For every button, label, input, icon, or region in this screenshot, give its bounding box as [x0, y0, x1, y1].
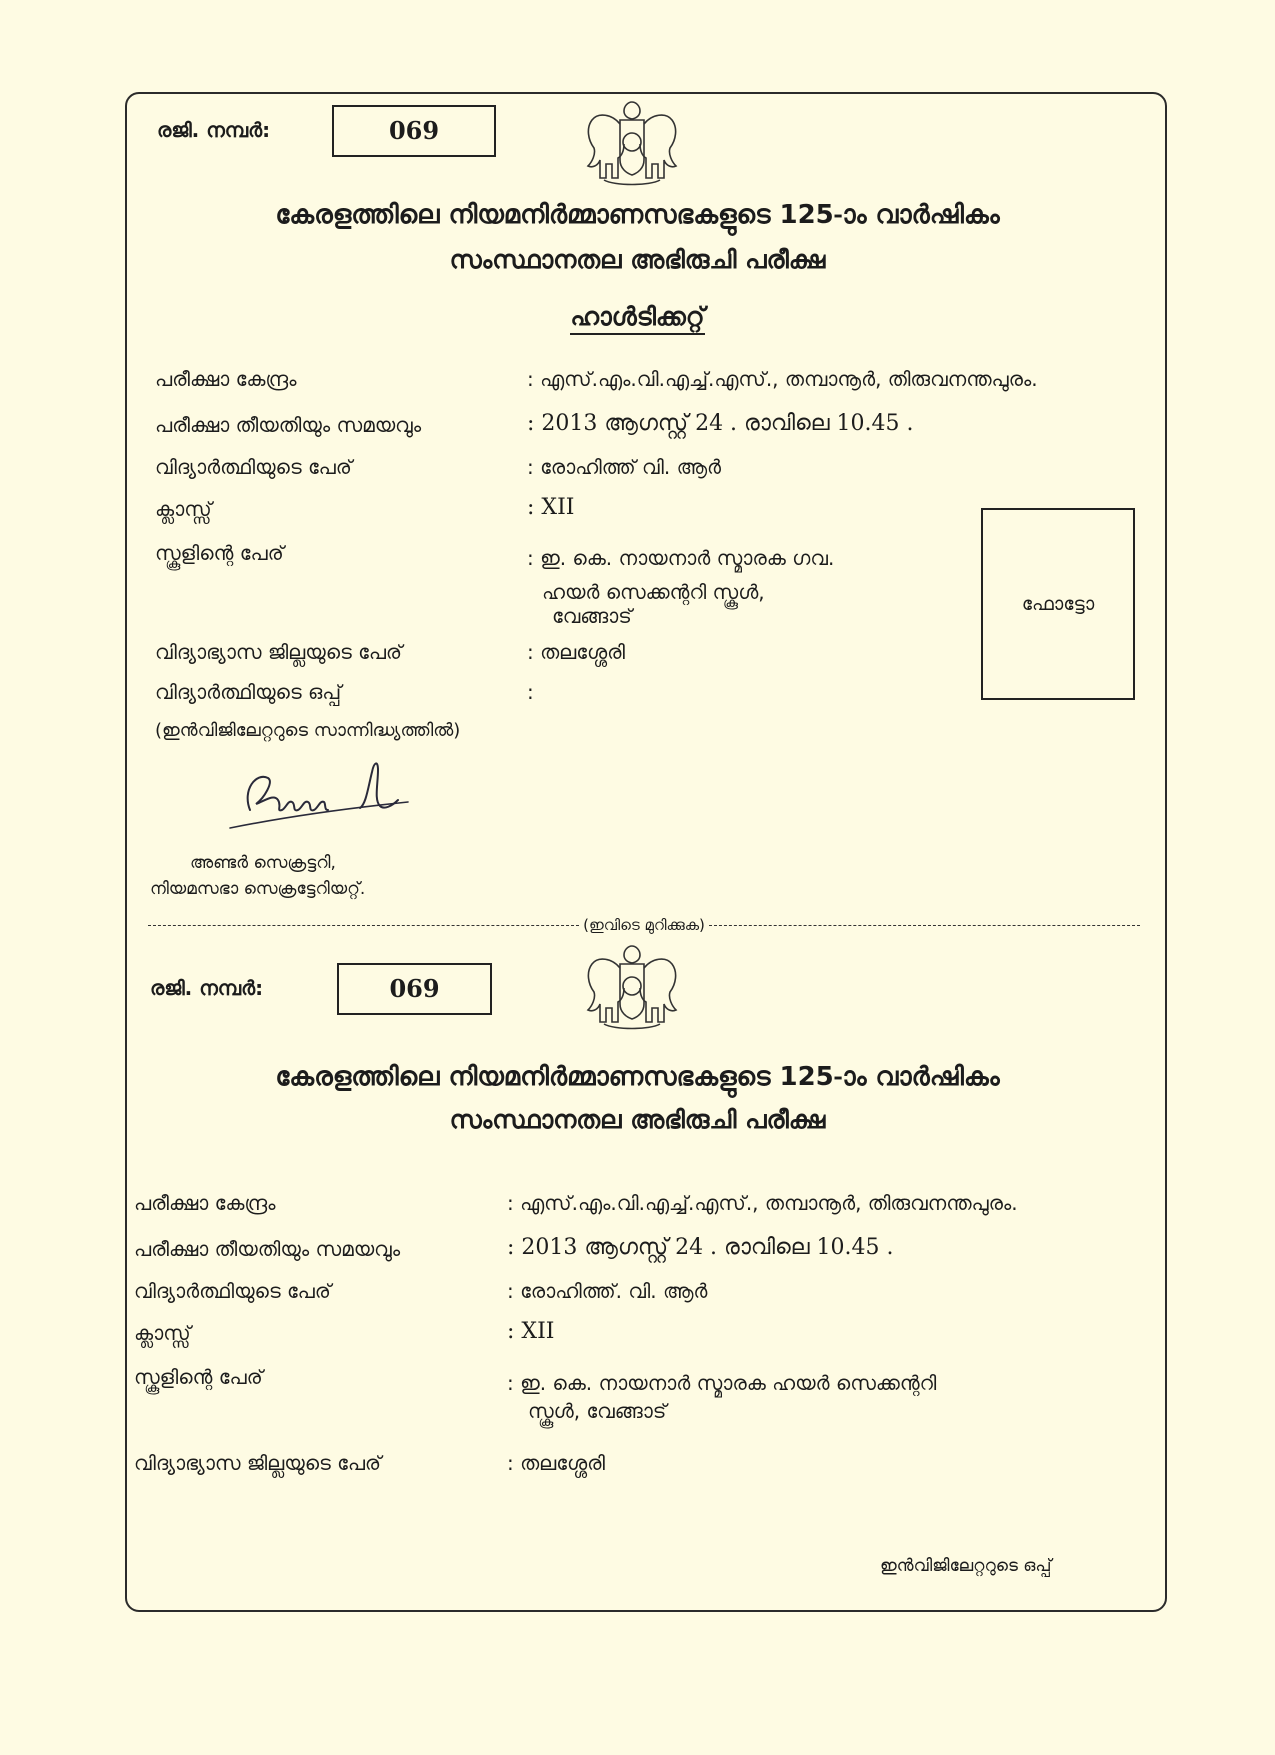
cut-here-line	[148, 913, 1140, 937]
bottom-student-name-value: : രോഹിത്ത്. വി. ആർ	[507, 1279, 708, 1303]
invigilator-presence-note: (ഇൻവിജിലേറ്ററുടെ സാന്നിദ്ധ്യത്തിൽ)	[155, 720, 461, 741]
bottom-centre-value: : എസ്.എം.വി.എച്ച്.എസ്., തമ്പാനൂർ, തിരുവനന്തപുരം.	[507, 1191, 1018, 1215]
hall-ticket-title	[0, 302, 1275, 332]
school-value-line-3: വേങ്ങാട്	[552, 604, 632, 628]
cut-here-text: (ഇവിടെ മുറിക്കുക)	[583, 916, 705, 934]
centre-value: : എസ്.എം.വി.എച്ച്.എസ്., തമ്പാനൂർ, തിരുവനന്തപുരം.	[527, 367, 1038, 391]
bottom-school-value-line-1: : ഇ. കെ. നായനാർ സ്മാരക ഹയർ സെക്കന്ററി	[507, 1371, 937, 1395]
bottom-student-name-label: വിദ്യാർത്ഥിയുടെ പേര്	[134, 1279, 331, 1303]
reg-number-label: രജി. നമ്പർ:	[157, 118, 271, 142]
student-signature-value: :	[527, 680, 534, 704]
datetime-label: പരീക്ഷാ തീയതിയും സമയവും	[155, 413, 422, 437]
invigilator-signature-label: ഇൻവിജിലേറ്ററുടെ ഒപ്പ്	[880, 1556, 1052, 1576]
class-value: : XII	[527, 495, 575, 520]
bottom-reg-number-label: രജി. നമ്പർ:	[150, 976, 264, 1000]
signatory-line-1: അണ്ടർ സെക്രട്ടറി,	[190, 853, 336, 873]
title-line-1: കേരളത്തിലെ നിയമനിർമ്മാണസഭകളുടെ 125-ാം വാർഷികം	[275, 200, 1000, 230]
school-value-line-2: ഹയർ സെക്കന്ററി സ്കൂൾ,	[542, 580, 765, 604]
photo-placeholder	[981, 508, 1135, 700]
kerala-emblem-icon	[580, 94, 684, 192]
student-signature-label: വിദ്യാർത്ഥിയുടെ ഒപ്പ്	[155, 680, 342, 704]
cut-dash-right	[709, 925, 1140, 926]
centre-label: പരീക്ഷാ കേന്ദ്രം	[155, 367, 297, 391]
student-name-value: : രോഹിത്ത് വി. ആർ	[527, 455, 722, 479]
bottom-title-line-2: സംസ്ഥാനതല അഭിരുചി പരീക്ഷ	[449, 1105, 826, 1134]
bottom-district-label: വിദ്യാഭ്യാസ ജില്ലയുടെ പേര്	[134, 1451, 382, 1475]
bottom-centre-label: പരീക്ഷാ കേന്ദ്രം	[134, 1191, 276, 1215]
bottom-class-value: : XII	[507, 1319, 555, 1344]
class-label: ക്ലാസ്സ്	[155, 497, 212, 521]
bottom-title-line-1: കേരളത്തിലെ നിയമനിർമ്മാണസഭകളുടെ 125-ാം വാർഷികം	[275, 1062, 1000, 1092]
bottom-datetime-value: : 2013 ആഗസ്റ്റ് 24 . രാവിലെ 10.45 .	[507, 1235, 894, 1260]
school-value-line-1: : ഇ. കെ. നായനാർ സ്മാരക ഗവ.	[527, 546, 835, 570]
district-value: : തലശ്ശേരി	[527, 640, 626, 664]
photo-label: ഫോട്ടോ	[1021, 593, 1095, 615]
title-line-2: സംസ്ഥാനതല അഭിരുചി പരീക്ഷ	[449, 245, 826, 274]
cut-dash-left	[148, 925, 579, 926]
bottom-kerala-emblem-icon	[580, 938, 684, 1036]
district-label: വിദ്യാഭ്യാസ ജില്ലയുടെ പേര്	[155, 640, 403, 664]
datetime-value: : 2013 ആഗസ്റ്റ് 24 . രാവിലെ 10.45 .	[527, 411, 914, 436]
reg-number-box: 069	[332, 105, 496, 157]
bottom-reg-number-box: 069	[337, 963, 492, 1015]
school-label: സ്കൂളിന്റെ പേര്	[155, 541, 284, 565]
bottom-datetime-label: പരീക്ഷാ തീയതിയും സമയവും	[134, 1237, 401, 1261]
bottom-school-label: സ്കൂളിന്റെ പേര്	[134, 1365, 263, 1389]
bottom-school-value-line-2: സ്കൂൾ, വേങ്ങാട്	[528, 1399, 667, 1423]
bottom-district-value: : തലശ്ശേരി	[507, 1451, 606, 1475]
hall-ticket-title-text: ഹാൾടിക്കറ്റ്	[570, 302, 704, 335]
under-secretary-signature	[220, 740, 420, 850]
student-name-label: വിദ്യാർത്ഥിയുടെ പേര്	[155, 455, 352, 479]
bottom-class-label: ക്ലാസ്സ്	[134, 1321, 191, 1345]
signatory-line-2: നിയമസഭാ സെക്രട്ടേറിയറ്റ്.	[150, 879, 366, 899]
